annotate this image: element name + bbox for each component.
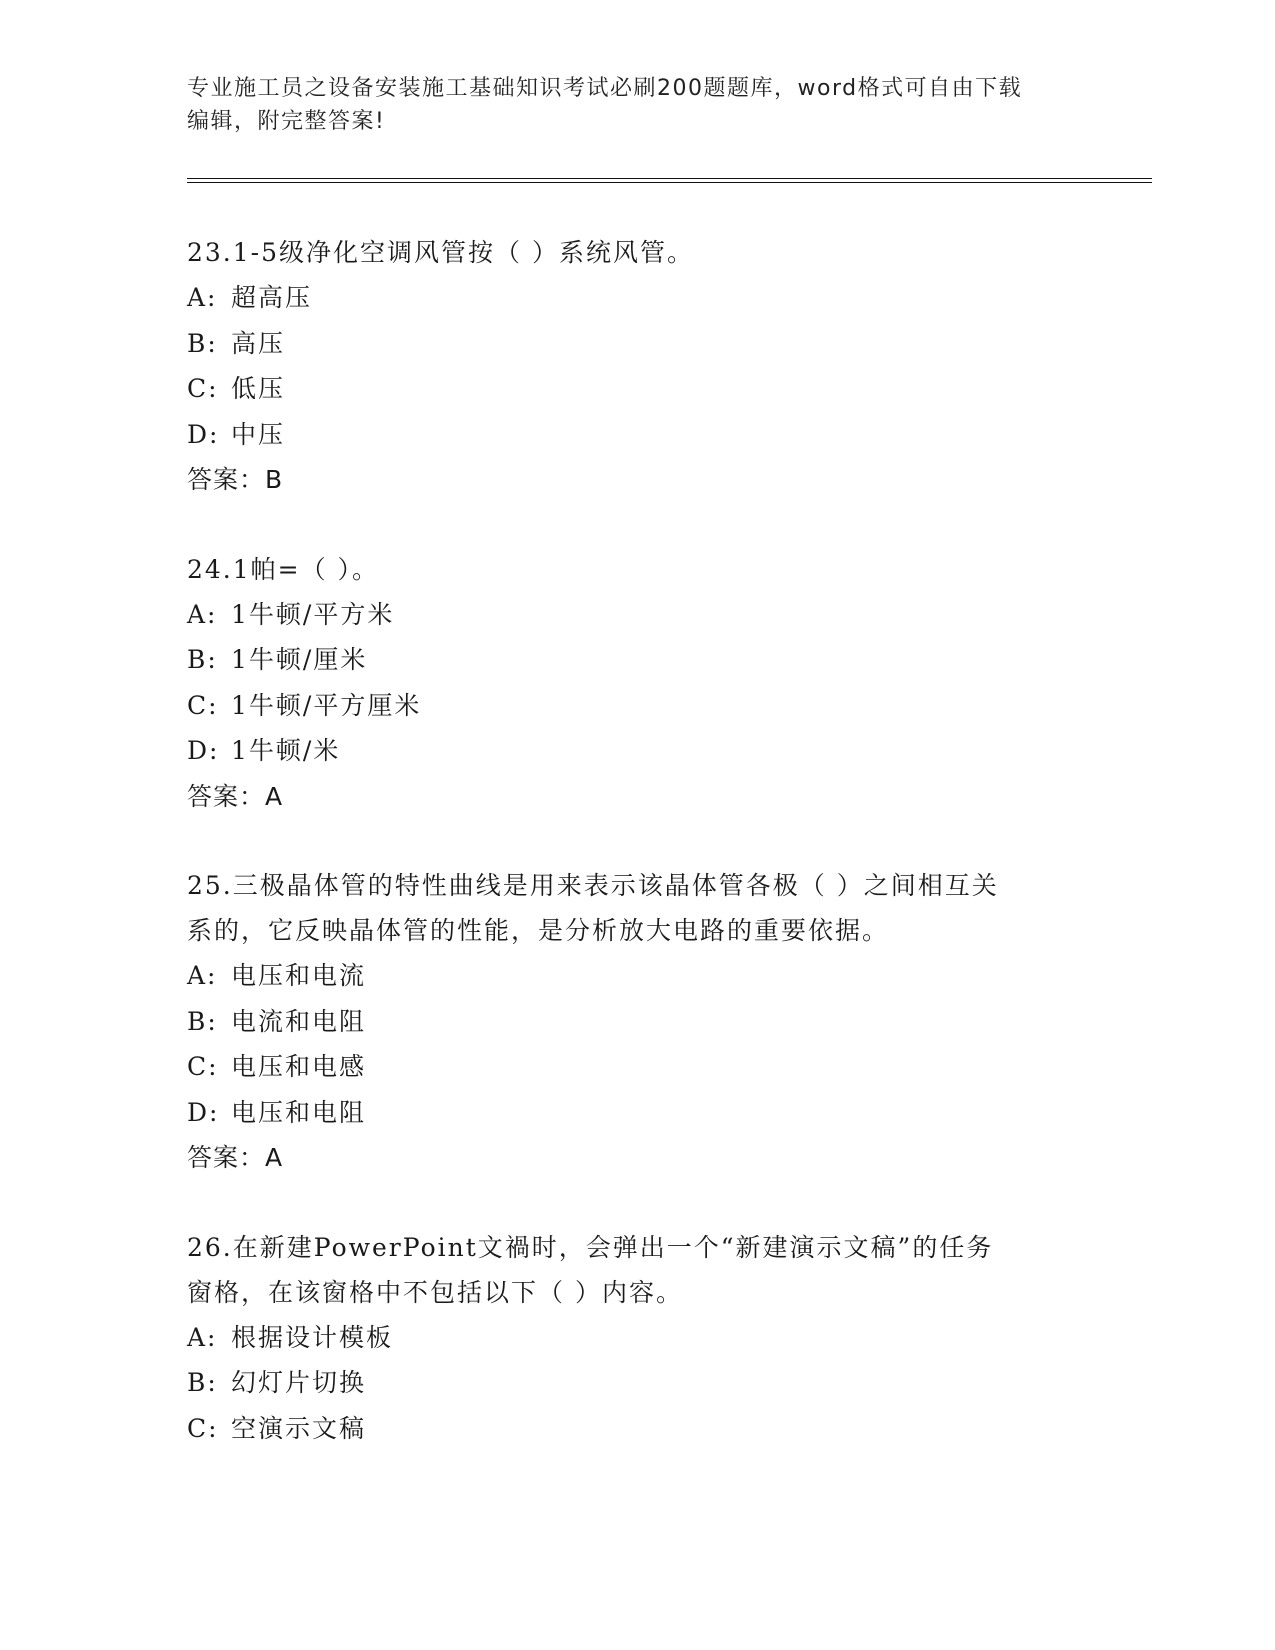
option-c bbox=[187, 683, 1067, 729]
option-text: 1牛顿/米 bbox=[231, 736, 341, 765]
option-text: 中压 bbox=[231, 419, 286, 449]
option-letter: B: bbox=[187, 1006, 218, 1036]
question-stem: 23.1-5级净化空调风管按（ ）系统风管。 bbox=[187, 238, 694, 267]
option-text: 电压和电感 bbox=[231, 1052, 367, 1081]
question-23 bbox=[187, 230, 1067, 503]
option-letter: A: bbox=[187, 1322, 218, 1352]
option-b bbox=[187, 637, 1067, 683]
option-c bbox=[187, 1044, 1067, 1090]
option-c bbox=[187, 366, 1067, 412]
option-text: 电压和电流 bbox=[231, 961, 367, 990]
option-letter: C: bbox=[187, 1413, 219, 1443]
document-header bbox=[187, 72, 1067, 138]
option-letter: B: bbox=[187, 328, 218, 358]
header-title-line-1: 专业施工员之设备安装施工基础知识考试必刷200题题库，word格式可自由下载 bbox=[187, 76, 1023, 101]
option-b bbox=[187, 321, 1067, 367]
option-text: 电流和电阻 bbox=[231, 1006, 367, 1036]
question-24 bbox=[187, 547, 1067, 820]
option-c bbox=[187, 1406, 1067, 1452]
question-list bbox=[187, 230, 1067, 1495]
answer-line: 答案：B bbox=[187, 465, 284, 494]
option-b bbox=[187, 1360, 1067, 1406]
option-text: 低压 bbox=[231, 374, 286, 403]
option-letter: C: bbox=[187, 374, 219, 403]
option-text: 高压 bbox=[231, 328, 286, 358]
option-d bbox=[187, 728, 1067, 774]
option-text: 1牛顿/平方米 bbox=[231, 599, 395, 629]
option-text: 超高压 bbox=[231, 283, 313, 312]
answer-line: 答案：A bbox=[187, 781, 284, 811]
option-letter: A: bbox=[187, 599, 218, 629]
option-text: 幻灯片切换 bbox=[231, 1368, 367, 1397]
question-25 bbox=[187, 863, 1067, 1181]
header-title-line-2: 编辑，附完整答案! bbox=[187, 109, 386, 134]
option-letter: C: bbox=[187, 690, 219, 720]
option-letter: C: bbox=[187, 1052, 219, 1081]
option-text: 根据设计模板 bbox=[231, 1322, 394, 1352]
option-text: 空演示文稿 bbox=[231, 1413, 367, 1443]
question-stem-line-1: 25.三极晶体管的特性曲线是用来表示该晶体管各极（ ）之间相互关 bbox=[187, 871, 999, 900]
option-d bbox=[187, 1090, 1067, 1136]
option-letter: D: bbox=[187, 736, 220, 765]
option-text: 1牛顿/平方厘米 bbox=[231, 690, 422, 720]
option-d bbox=[187, 412, 1067, 458]
header-divider-top bbox=[187, 178, 1152, 179]
option-a bbox=[187, 592, 1067, 638]
option-letter: D: bbox=[187, 419, 220, 449]
question-stem-line-2: 窗格，在该窗格中不包括以下（ ）内容。 bbox=[187, 1277, 683, 1307]
option-text: 电压和电阻 bbox=[231, 1097, 367, 1127]
header-divider-bottom bbox=[187, 182, 1152, 183]
option-a bbox=[187, 953, 1067, 999]
option-letter: D: bbox=[187, 1097, 220, 1127]
option-a bbox=[187, 1315, 1067, 1361]
question-26 bbox=[187, 1225, 1067, 1452]
question-stem: 24.1帕=（ ）。 bbox=[187, 554, 380, 584]
option-letter: A: bbox=[187, 961, 218, 990]
option-letter: A: bbox=[187, 283, 218, 312]
option-text: 1牛顿/厘米 bbox=[231, 645, 368, 674]
option-b bbox=[187, 999, 1067, 1045]
option-letter: B: bbox=[187, 1368, 218, 1397]
question-stem-line-1: 26.在新建PowerPoint文禍时，会弹出一个“新建演示文稿”的任务 bbox=[187, 1232, 994, 1262]
option-letter: B: bbox=[187, 645, 218, 674]
answer-line: 答案：A bbox=[187, 1143, 284, 1172]
option-a bbox=[187, 275, 1067, 321]
question-stem-line-2: 系的，它反映晶体管的性能，是分析放大电路的重要依据。 bbox=[187, 916, 890, 945]
